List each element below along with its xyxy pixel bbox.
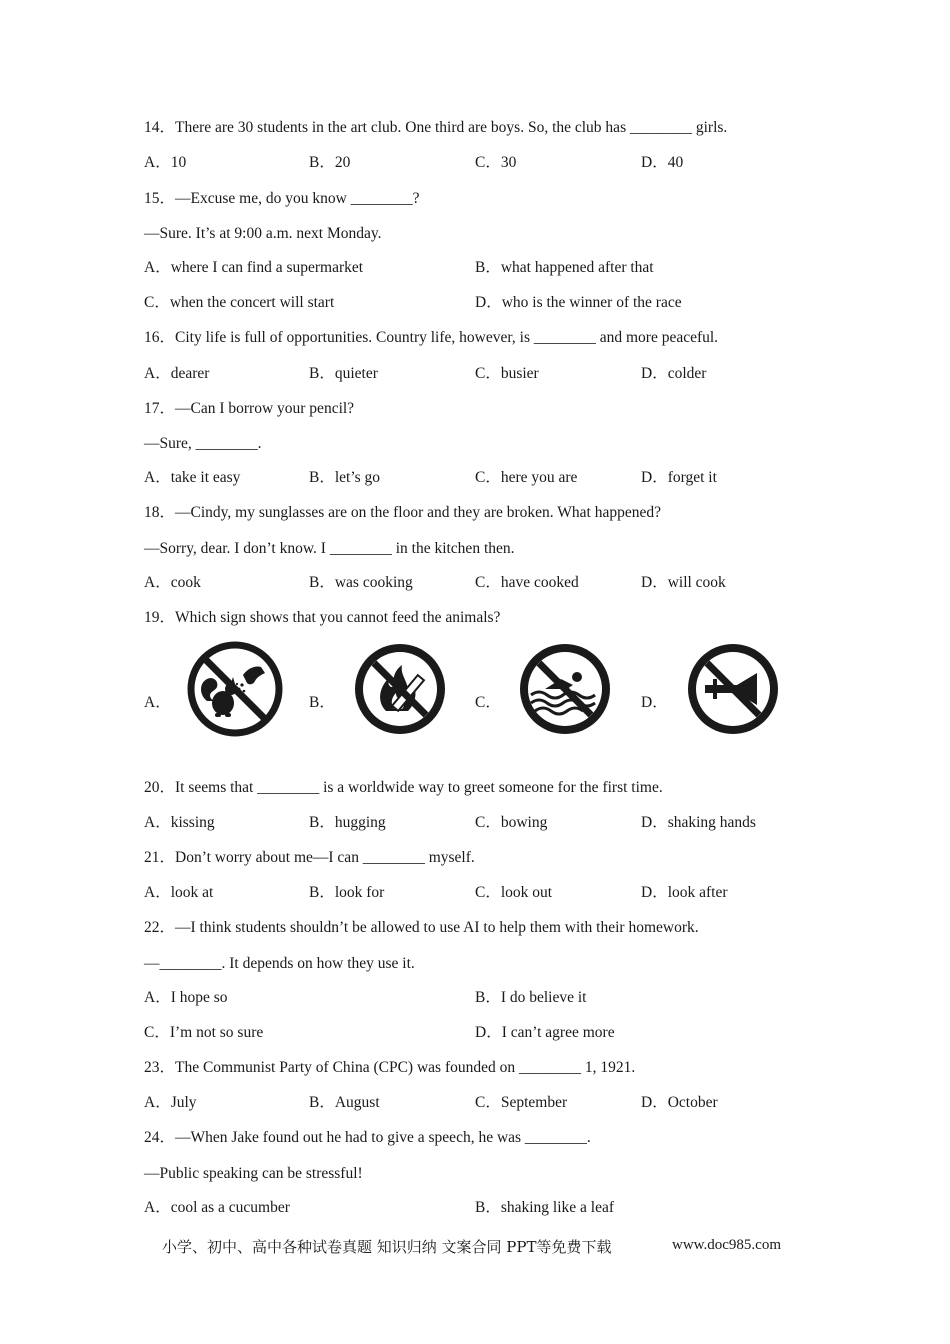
q22-option-d[interactable]: D．I can’t agree more	[475, 1024, 615, 1041]
q16-option-a[interactable]: A．dearer	[144, 365, 210, 382]
no-swimming-sign-icon[interactable]	[515, 639, 615, 739]
q17-option-a[interactable]: A．take it easy	[144, 469, 241, 486]
q16-option-c[interactable]: C．busier	[475, 365, 539, 382]
q15-option-b[interactable]: B．what happened after that	[475, 259, 654, 276]
question-16-stem: 16．City life is full of opportunities. Country life, however, is ________ and more peaceful.	[144, 329, 719, 346]
q21-option-b[interactable]: B．look for	[309, 884, 385, 901]
q22-option-a[interactable]: A．I hope so	[144, 989, 228, 1006]
question-22-reply: —________. It depends on how they use it.	[144, 955, 415, 972]
q20-option-c[interactable]: C．bowing	[475, 814, 548, 831]
q24-option-a[interactable]: A．cool as a cucumber	[144, 1199, 290, 1216]
q17-option-c[interactable]: C．here you are	[475, 469, 578, 486]
q21-option-a[interactable]: A．look at	[144, 884, 214, 901]
q17-option-d[interactable]: D．forget it	[641, 469, 717, 486]
question-15-stem: 15．—Excuse me, do you know ________?	[144, 190, 420, 207]
q16-option-b[interactable]: B．quieter	[309, 365, 378, 382]
q14-option-d[interactable]: D．40	[641, 154, 684, 171]
footer-url-link[interactable]: www.doc985.com	[672, 1237, 782, 1253]
question-19-stem: 19．Which sign shows that you cannot feed the animals?	[144, 609, 501, 626]
q18-option-b[interactable]: B．was cooking	[309, 574, 413, 591]
q19-option-b[interactable]: B．	[309, 694, 335, 711]
q23-option-d[interactable]: D．October	[641, 1094, 718, 1111]
question-23-stem: 23．The Communist Party of China (CPC) was founded on ________ 1, 1921.	[144, 1059, 636, 1076]
question-24-stem: 24．—When Jake found out he had to give a speech, he was ________.	[144, 1129, 591, 1146]
q14-option-c[interactable]: C．30	[475, 154, 517, 171]
q19-option-d[interactable]: D．	[641, 694, 668, 711]
q18-option-a[interactable]: A．cook	[144, 574, 201, 591]
q18-option-d[interactable]: D．will cook	[641, 574, 726, 591]
q22-option-c[interactable]: C．I’m not so sure	[144, 1024, 264, 1041]
q14-option-a[interactable]: A．10	[144, 154, 187, 171]
q21-option-c[interactable]: C．look out	[475, 884, 553, 901]
q19-option-a[interactable]: A．	[144, 694, 171, 711]
q16-option-d[interactable]: D．colder	[641, 365, 707, 382]
q15-option-a[interactable]: A．where I can find a supermarket	[144, 259, 364, 276]
q19-option-c[interactable]: C．	[475, 694, 501, 711]
q23-option-c[interactable]: C．September	[475, 1094, 568, 1111]
q15-option-c[interactable]: C．when the concert will start	[144, 294, 335, 311]
q22-option-b[interactable]: B．I do believe it	[475, 989, 587, 1006]
no-horn-sign-icon[interactable]	[683, 639, 783, 739]
q17-option-b[interactable]: B．let’s go	[309, 469, 381, 486]
q21-option-d[interactable]: D．look after	[641, 884, 728, 901]
question-17-reply: —Sure, ________.	[144, 435, 262, 452]
q23-option-b[interactable]: B．August	[309, 1094, 380, 1111]
q23-option-a[interactable]: A．July	[144, 1094, 197, 1111]
q20-option-d[interactable]: D．shaking hands	[641, 814, 756, 831]
question-17-stem: 17．—Can I borrow your pencil?	[144, 400, 355, 417]
q20-option-b[interactable]: B．hugging	[309, 814, 386, 831]
question-15-reply: —Sure. It’s at 9:00 a.m. next Monday.	[144, 225, 382, 242]
q14-option-b[interactable]: B．20	[309, 154, 351, 171]
no-fire-sign-icon[interactable]	[350, 639, 450, 739]
question-20-stem: 20．It seems that ________ is a worldwide way to greet someone for the first time.	[144, 779, 663, 796]
question-18-reply: —Sorry, dear. I don’t know. I ________ in the kitchen then.	[144, 540, 515, 557]
question-18-stem: 18．—Cindy, my sunglasses are on the floor and they are broken. What happened?	[144, 504, 661, 521]
footer-text: 小学、初中、高中各种试卷真题 知识归纳 文案合同 PPT等免费下载	[162, 1238, 612, 1256]
question-24-reply: —Public speaking can be stressful!	[144, 1165, 363, 1182]
q18-option-c[interactable]: C．have cooked	[475, 574, 579, 591]
q20-option-a[interactable]: A．kissing	[144, 814, 215, 831]
question-14-stem: 14．There are 30 students in the art club. One third are boys. So, the club has ________ girls.	[144, 119, 728, 136]
no-feeding-animals-sign-icon[interactable]	[185, 639, 285, 739]
question-22-stem: 22．—I think students shouldn’t be allowed to use AI to help them with their homework.	[144, 919, 699, 936]
q15-option-d[interactable]: D．who is the winner of the race	[475, 294, 682, 311]
q24-option-b[interactable]: B．shaking like a leaf	[475, 1199, 615, 1216]
question-21-stem: 21．Don’t worry about me—I can ________ myself.	[144, 849, 475, 866]
